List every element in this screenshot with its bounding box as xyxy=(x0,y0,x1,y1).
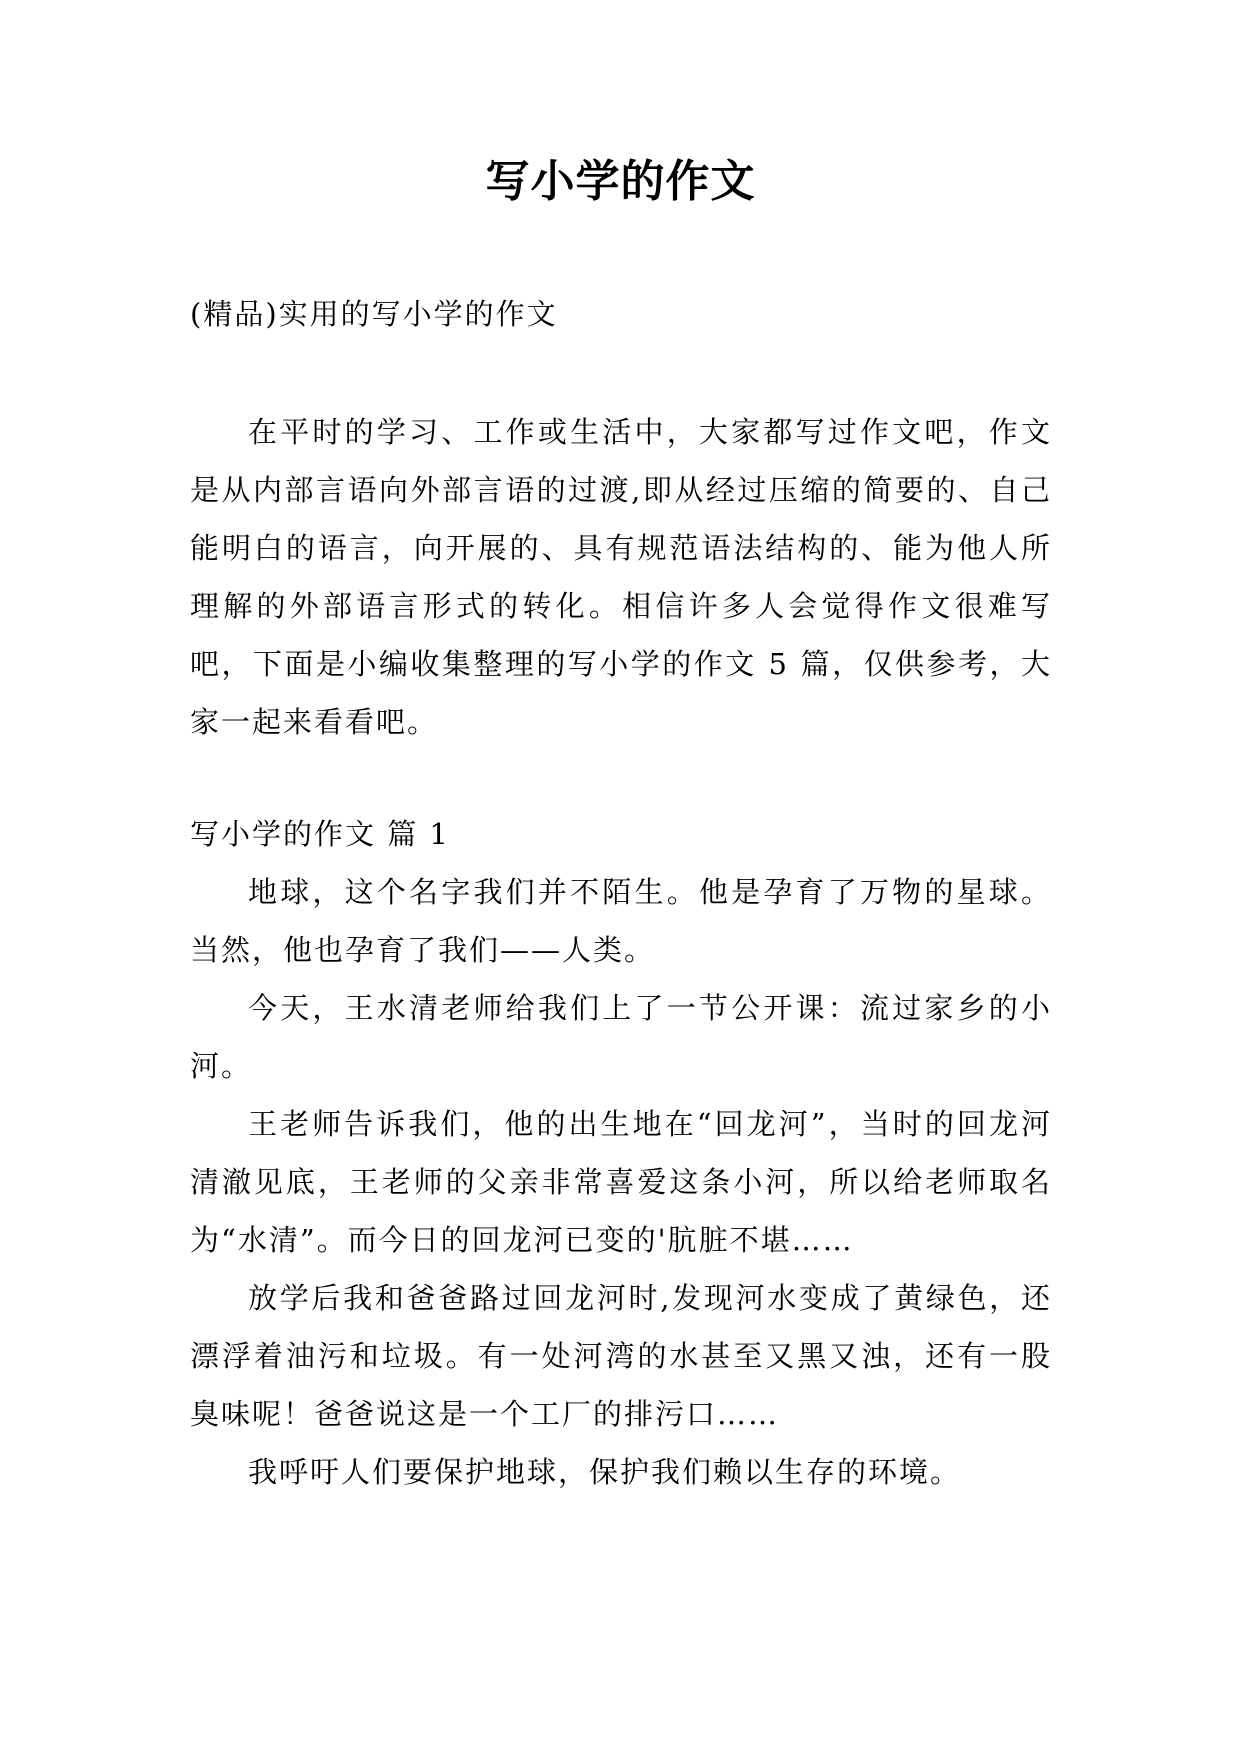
document-subtitle: (精品)实用的写小学的作文 xyxy=(190,297,558,331)
essay-paragraph: 我呼吁人们要保护地球，保护我们赖以生存的环境。 xyxy=(248,1455,962,1489)
essay-paragraph: 王老师告诉我们，他的出生地在“回龙河”，当时的回龙河清澈见底，王老师的父亲非常喜爱这条小河，所以给老师取名为“水清”。而今日的回龙河已变的'肮脏不堪…… xyxy=(190,1107,1052,1257)
essay-section-1 xyxy=(190,805,1052,1501)
document-title: 写小学的作文 xyxy=(485,156,756,207)
intro-block xyxy=(190,403,1052,751)
essay-paragraph: 今天，王水清老师给我们上了一节公开课：流过家乡的小河。 xyxy=(190,991,1052,1083)
essay-paragraph: 地球，这个名字我们并不陌生。他是孕育了万物的星球。当然，他也孕育了我们——人类。 xyxy=(190,875,1052,967)
essay-paragraph: 放学后我和爸爸路过回龙河时,发现河水变成了黄绿色，还漂浮着油污和垃圾。有一处河湾的水甚至又黑又浊，还有一股臭味呢！爸爸说这是一个工厂的排污口…… xyxy=(190,1281,1052,1431)
intro-paragraph: 在平时的学习、工作或生活中，大家都写过作文吧，作文是从内部言语向外部言语的过渡,即从经过压缩的简要的、自己能明白的语言，向开展的、具有规范语法结构的、能为他人所理解的外部语言形式的转化。相信许多人会觉得作文很难写吧，下面是小编收集整理的写小学的作文 5 篇，仅供参考，大家一起来看看吧。 xyxy=(190,415,1052,739)
section-heading: 写小学的作文 篇 1 xyxy=(190,817,450,851)
